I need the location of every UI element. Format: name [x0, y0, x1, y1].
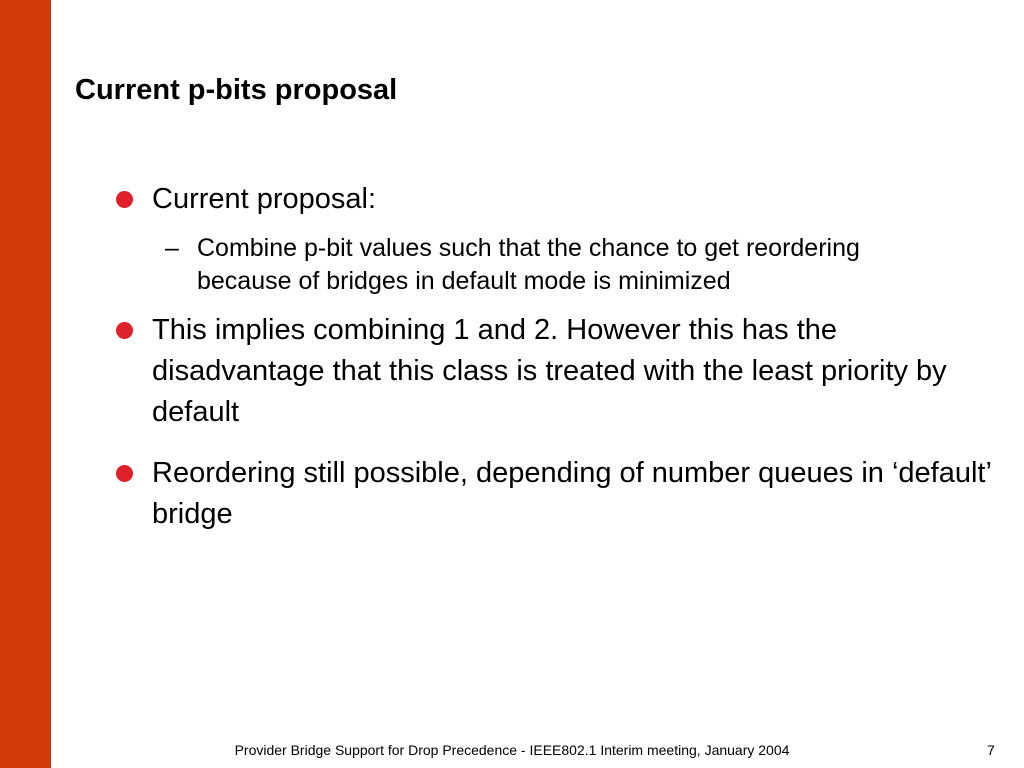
bullet-list: [114, 179, 994, 535]
bullet-item: [114, 453, 994, 535]
bullet-dot-icon: [116, 322, 133, 339]
footer-text: Provider Bridge Support for Drop Precedence - IEEE802.1 Interim meeting, January 2004: [234, 742, 790, 758]
bullet-text: Reordering still possible, depending of number queues in ‘default’ bridge: [152, 457, 991, 530]
bullet-dot-icon: [116, 191, 133, 208]
accent-bar: [0, 0, 51, 768]
bullet-item: [114, 310, 994, 433]
bullet-item: [114, 179, 994, 298]
bullet-spacer: [114, 433, 994, 453]
bullet-text: Current proposal:: [152, 183, 377, 215]
slide-title: Current p-bits proposal: [75, 74, 398, 106]
page-number: 7: [987, 742, 995, 758]
dash-icon: –: [165, 234, 179, 262]
sub-bullet-item: [152, 232, 917, 298]
bullet-dot-icon: [116, 465, 133, 482]
bullet-text: This implies combining 1 and 2. However this has the disadvantage that this class is treated with the least priority by default: [152, 314, 947, 428]
sub-bullet-text: Combine p-bit values such that the chance to get reordering because of bridges in default mode is minimized: [197, 234, 860, 295]
sub-bullet-list: [152, 232, 994, 298]
